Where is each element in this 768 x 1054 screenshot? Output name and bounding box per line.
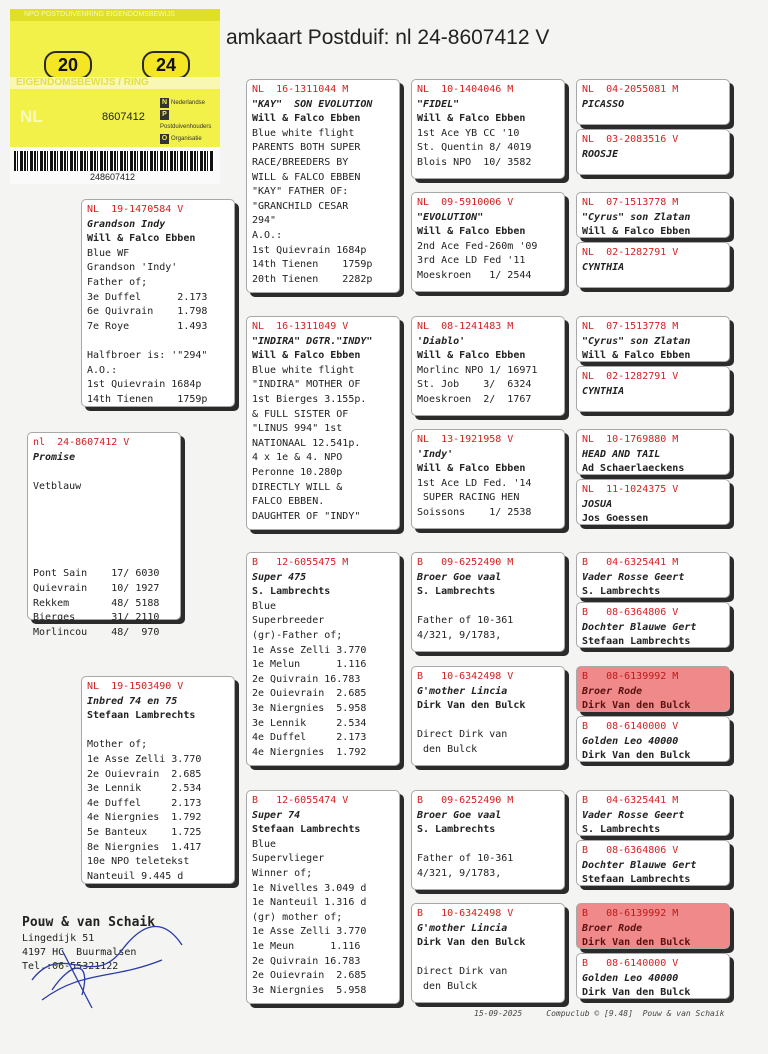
pigeon-name: Super 475: [252, 571, 307, 583]
card-line: [33, 538, 175, 553]
pedigree-card-g7: [411, 790, 565, 890]
owner-name: S. Lambrechts: [252, 586, 331, 598]
ring-number: NL 07-1513778 M: [582, 321, 679, 332]
card-line: (gr)-Father of;: [252, 629, 343, 641]
pedigree-card-ggp11: [576, 666, 730, 712]
sticker-year-left: 20: [44, 51, 92, 79]
card-line: Soissons 1/ 2538: [417, 506, 532, 518]
pedigree-card-ggp9: [576, 552, 730, 598]
ring-number: NL 09-5910006 V: [417, 197, 514, 208]
pedigree-card-ggp7: [576, 429, 730, 475]
org-letter-n: N: [161, 99, 168, 106]
card-line: Halfbroer is: '"294": [87, 349, 208, 361]
pigeon-name: CYNTHIA: [582, 385, 625, 397]
pigeon-name: "Cyrus" son Zlatan: [582, 211, 691, 223]
sticker-strip: NPO POSTDUIVENRING EIGENDOMSBEWIJS: [10, 9, 220, 21]
pedigree-card-g1: [411, 79, 565, 179]
pigeon-name: Grandson Indy: [87, 218, 166, 230]
card-line: 20th Tienen 2282p: [252, 273, 373, 285]
card-line: Blue: [252, 838, 277, 850]
sticker-year-right: 24: [142, 51, 190, 79]
ring-number: NL 19-1503490 V: [87, 681, 184, 692]
card-line: 3e Lennik 2.534: [87, 783, 202, 795]
pigeon-name: ROOSJE: [582, 148, 619, 160]
ring-number: NL 19-1470584 V: [87, 204, 184, 215]
card-line: RACE/BREEDERS BY: [252, 156, 349, 168]
sticker-band: EIGENDOMSBEWIJS / RING: [10, 77, 220, 89]
card-line: Father of 10-361: [417, 853, 514, 865]
card-line: 4e Niergnies 1.792: [252, 746, 367, 758]
owner-name: Will & Falco Ebben: [582, 226, 691, 238]
card-line: SUPER RACING HEN: [417, 492, 520, 504]
breeder-name: Pouw & van Schaik: [22, 915, 156, 930]
pedigree-card-gs1: [246, 79, 400, 293]
ring-number: B 08-6140000 V: [582, 721, 679, 732]
pedigree-card-ggp3: [576, 192, 730, 238]
breeder-postcode: 4197 HC Buurmalsen: [22, 947, 137, 958]
owner-name: Will & Falco Ebben: [582, 350, 691, 362]
card-line: 1st Bierges 3.155p.: [252, 393, 367, 405]
card-line: Vetblauw: [33, 480, 82, 492]
card-line: Blue white flight: [252, 364, 355, 376]
pigeon-name: Broer Rode: [582, 922, 643, 934]
pedigree-card-ggp8: [576, 479, 730, 525]
sticker-country: NL: [20, 107, 43, 126]
card-line: 3e Niergnies 5.958: [252, 702, 367, 714]
card-line: DAUGHTER OF "INDY": [252, 510, 361, 522]
ring-number: NL 10-1769880 M: [582, 434, 679, 445]
card-line: [87, 334, 229, 349]
card-line: 2e Ouievrain 2.685: [252, 970, 367, 982]
sticker-organisation: [160, 97, 220, 145]
pedigree-card-ggp14: [576, 840, 730, 886]
ring-number: B 10-6342498 V: [417, 908, 514, 919]
card-line: 294": [252, 215, 277, 227]
card-line: 3rd Ace LD Fed '11: [417, 255, 526, 267]
card-line: [87, 724, 229, 739]
pigeon-name: Inbred 74 en 75: [87, 695, 178, 707]
owner-name: Dirk Van den Bulck: [417, 700, 526, 712]
card-line: 1st Ace YB CC '10: [417, 127, 520, 139]
ring-number: B 09-6252490 M: [417, 557, 514, 568]
card-line: 5e Banteux 1.725: [87, 826, 202, 838]
card-line: 3e Niergnies 5.958: [252, 984, 367, 996]
owner-name: Stefaan Lambrechts: [87, 710, 196, 722]
ring-number: NL 16-1311049 V: [252, 321, 349, 332]
ring-number: B 09-6252490 M: [417, 795, 514, 806]
pigeon-name: Super 74: [252, 809, 301, 821]
pigeon-name: "EVOLUTION": [417, 211, 484, 223]
card-line: 14th Tienen 1759p: [87, 393, 208, 405]
pedigree-card-gs2: [246, 552, 400, 766]
card-line: 7e Roye 1.493: [87, 320, 208, 332]
card-line: [417, 951, 559, 966]
pigeon-name: 'Indy': [417, 448, 454, 460]
ring-sticker: [10, 9, 220, 184]
card-line: 2nd Ace Fed-260m '09: [417, 240, 538, 252]
card-line: 4/321, 9/1783,: [417, 629, 502, 641]
card-line: 4e Niergnies 1.792: [87, 812, 202, 824]
card-line: 1e Asse Zelli 3.770: [252, 644, 367, 656]
owner-name: Will & Falco Ebben: [87, 233, 196, 245]
card-line: Grandson 'Indy': [87, 262, 178, 274]
pigeon-name: "FIDEL": [417, 98, 460, 110]
card-line: den Bulck: [417, 980, 478, 992]
owner-name: Stefaan Lambrechts: [582, 636, 691, 648]
ring-number: B 08-6364806 V: [582, 607, 679, 618]
owner-name: Ad Schaerlaeckens: [582, 463, 685, 475]
card-line: Father of;: [87, 276, 148, 288]
ring-number: NL 16-1311044 M: [252, 84, 349, 95]
ring-number: NL 11-1024375 V: [582, 484, 679, 495]
card-line: St. Quentin 8/ 4019: [417, 142, 532, 154]
ring-number: B 08-6364806 V: [582, 845, 679, 856]
barcode: [14, 151, 214, 171]
owner-name: Dirk Van den Bulck: [582, 937, 691, 949]
org-line: Postduivenhouders: [160, 124, 212, 130]
card-line: & FULL SISTER OF: [252, 408, 349, 420]
pigeon-name: JOSUA: [582, 498, 613, 510]
card-line: 1st Quievrain 1684p: [87, 379, 202, 391]
owner-name: Stefaan Lambrechts: [582, 874, 691, 886]
card-line: 10e NPO teletekst: [87, 856, 190, 868]
ring-number: B 12-6055474 V: [252, 795, 349, 806]
sticker-ring-number: 8607412: [102, 111, 145, 123]
card-line: 1e Nanteuil 1.316 d: [252, 897, 367, 909]
pedigree-card-g4: [411, 429, 565, 529]
card-line: Quievrain 10/ 1927: [33, 582, 160, 594]
card-line: Father of 10-361: [417, 615, 514, 627]
card-line: "KAY" FATHER OF:: [252, 186, 349, 198]
card-line: 3e Lennik 2.534: [252, 717, 367, 729]
pigeon-name: "INDIRA" DGTR."INDY": [252, 335, 373, 347]
barcode-number: 248607412: [90, 172, 136, 182]
org-letter-p: P: [160, 110, 169, 120]
owner-name: Will & Falco Ebben: [417, 226, 526, 238]
pedigree-card-ggp15: [576, 903, 730, 949]
card-line: Blue white flight: [252, 127, 355, 139]
pigeon-name: CYNTHIA: [582, 261, 625, 273]
owner-name: Will & Falco Ebben: [417, 350, 526, 362]
card-line: 2e Ouievrain 2.685: [252, 688, 367, 700]
card-line: [33, 465, 175, 480]
card-line: 1e Asse Zelli 3.770: [252, 926, 367, 938]
card-line: 8e Niergnies 1.417: [87, 841, 202, 853]
card-line: Blois NPO 10/ 3582: [417, 156, 532, 168]
pedigree-card-ggp2: [576, 129, 730, 175]
card-line: Direct Dirk van: [417, 966, 508, 978]
card-line: 1st Quievrain 1684p: [252, 244, 367, 256]
org-letter-o: O: [161, 135, 168, 142]
card-line: Supervlieger: [252, 853, 325, 865]
org-line: Organisatie: [171, 136, 202, 142]
card-line: 6e Quivrain 1.798: [87, 306, 208, 318]
org-line: Nederlandse: [171, 100, 206, 106]
card-line: WILL & FALCO EBBEN: [252, 171, 361, 183]
pigeon-name: G'mother Lincia: [417, 685, 508, 697]
pigeon-name: Broer Rode: [582, 685, 643, 697]
ring-number: B 04-6325441 M: [582, 557, 679, 568]
pedigree-card-g3: [411, 316, 565, 416]
pedigree-card-gd1: [246, 316, 400, 530]
card-line: St. Job 3/ 6324: [417, 379, 532, 391]
owner-name: Dirk Van den Bulck: [582, 700, 691, 712]
card-line: 1e Melun 1.116: [252, 659, 367, 671]
card-line: 1e Asse Zelli 3.770: [87, 753, 202, 765]
card-line: 1st Ace LD Fed. '14: [417, 477, 532, 489]
card-line: Bierges 31/ 2110: [33, 612, 160, 624]
footer-line: 15-09-2025 Compuclub © [9.48] Pouw & van Schaik: [474, 1009, 725, 1018]
pigeon-name: Vader Rosse Geert: [582, 809, 685, 821]
pigeon-name: Vader Rosse Geert: [582, 571, 685, 583]
card-line: 2e Quivrain 16.783: [252, 673, 361, 685]
card-line: 4/321, 9/1783,: [417, 867, 502, 879]
owner-name: Jos Goessen: [582, 513, 649, 525]
card-line: "GRANCHILD CESAR: [252, 200, 349, 212]
owner-name: S. Lambrechts: [582, 824, 661, 836]
card-line: Moeskroen 1/ 2544: [417, 269, 532, 281]
owner-name: Dirk Van den Bulck: [582, 987, 691, 999]
card-line: [417, 600, 559, 615]
card-line: Morlincou 48/ 970: [33, 626, 160, 638]
card-line: NATIONAAL 12.541p.: [252, 437, 361, 449]
pedigree-card-g2: [411, 192, 565, 292]
owner-name: Will & Falco Ebben: [417, 463, 526, 475]
pigeon-name: Broer Goe vaal: [417, 809, 502, 821]
ring-number: B 08-6140000 V: [582, 958, 679, 969]
ring-number: NL 02-1282791 V: [582, 371, 679, 382]
card-line: Rekkem 48/ 5188: [33, 597, 160, 609]
owner-name: Will & Falco Ebben: [252, 350, 361, 362]
ring-number: B 04-6325441 M: [582, 795, 679, 806]
pedigree-card-ggp16: [576, 953, 730, 999]
card-line: 1e Nivelles 3.049 d: [252, 882, 367, 894]
ring-number: B 08-6139992 M: [582, 671, 679, 682]
ring-number: NL 04-2055081 M: [582, 84, 679, 95]
ring-number: NL 07-1513778 M: [582, 197, 679, 208]
pedigree-card-ggp5: [576, 316, 730, 362]
card-line: (gr) mother of;: [252, 911, 343, 923]
pedigree-card-g5: [411, 552, 565, 652]
handwritten-signature: [22, 920, 192, 1010]
card-line: 4 x 1e & 4. NPO: [252, 452, 343, 464]
card-line: A.O.:: [87, 364, 118, 376]
ring-number: NL 08-1241483 M: [417, 321, 514, 332]
pedigree-card-ggp10: [576, 602, 730, 648]
card-line: Nanteuil 9.445 d: [87, 870, 184, 882]
pigeon-name: Dochter Blauwe Gert: [582, 621, 697, 633]
owner-name: S. Lambrechts: [417, 824, 496, 836]
card-line: Direct Dirk van: [417, 729, 508, 741]
owner-name: Stefaan Lambrechts: [252, 824, 361, 836]
pedigree-card-dam: [81, 676, 235, 884]
owner-name: Will & Falco Ebben: [252, 113, 361, 125]
card-line: Moeskroen 2/ 1767: [417, 393, 532, 405]
card-line: Peronne 10.280p: [252, 466, 343, 478]
card-line: 4e Duffel 2.173: [87, 797, 202, 809]
pigeon-name: G'mother Lincia: [417, 922, 508, 934]
pedigree-card-ggp12: [576, 716, 730, 762]
page-title: amkaart Postduif: nl 24-8607412 V: [226, 26, 550, 49]
card-line: den Bulck: [417, 743, 478, 755]
pigeon-name: 'Diablo': [417, 335, 466, 347]
card-line: Winner of;: [252, 867, 313, 879]
card-line: Morlinc NPO 1/ 16971: [417, 364, 538, 376]
card-line: Blue: [252, 600, 277, 612]
ring-number: NL 03-2083516 V: [582, 134, 679, 145]
card-line: 1e Meun 1.116: [252, 940, 361, 952]
card-line: 14th Tienen 1759p: [252, 259, 373, 271]
card-line: "INDIRA" MOTHER OF: [252, 379, 361, 391]
owner-name: S. Lambrechts: [582, 586, 661, 598]
card-line: [33, 553, 175, 568]
card-line: FALCO EBBEN.: [252, 496, 325, 508]
pedigree-card-subject: [27, 432, 181, 638]
ring-number: B 08-6139992 M: [582, 908, 679, 919]
owner-name: S. Lambrechts: [417, 586, 496, 598]
pedigree-card-ggp6: [576, 366, 730, 412]
pedigree-card-ggp4: [576, 242, 730, 288]
card-line: A.O.:: [252, 229, 283, 241]
owner-name: Dirk Van den Bulck: [582, 750, 691, 762]
pigeon-name: Dochter Blauwe Gert: [582, 859, 697, 871]
card-line: Superbreeder: [252, 615, 325, 627]
owner-name: Dirk Van den Bulck: [417, 937, 526, 949]
ring-number: NL 10-1404046 M: [417, 84, 514, 95]
card-line: Pont Sain 17/ 6030: [33, 568, 160, 580]
ring-number: B 12-6055475 M: [252, 557, 349, 568]
card-line: [33, 509, 175, 524]
card-line: 4e Duffel 2.173: [252, 732, 367, 744]
card-line: [33, 524, 175, 539]
ring-number: NL 13-1921958 V: [417, 434, 514, 445]
pigeon-name: HEAD AND TAIL: [582, 448, 661, 460]
pigeon-name: Golden Leo 40000: [582, 735, 679, 747]
card-line: [417, 838, 559, 853]
card-line: 2e Ouievrain 2.685: [87, 768, 202, 780]
owner-name: Will & Falco Ebben: [417, 113, 526, 125]
ring-number: nl 24-8607412 V: [33, 437, 130, 448]
pedigree-card-g6: [411, 666, 565, 766]
breeder-address: Lingedijk 51: [22, 933, 95, 944]
breeder-phone: Tel.:06-55321122: [22, 961, 119, 972]
ring-number: NL 02-1282791 V: [582, 247, 679, 258]
pedigree-card-gd2: [246, 790, 400, 1004]
ring-number: B 10-6342498 V: [417, 671, 514, 682]
pedigree-card-sire: [81, 199, 235, 407]
pedigree-card-g8: [411, 903, 565, 1003]
pigeon-name: "KAY" SON EVOLUTION: [252, 98, 373, 110]
pigeon-name: Golden Leo 40000: [582, 972, 679, 984]
card-line: Mother of;: [87, 739, 148, 751]
pedigree-card-ggp1: [576, 79, 730, 125]
card-line: Blue WF: [87, 247, 130, 259]
card-line: 3e Duffel 2.173: [87, 291, 208, 303]
pigeon-name: PICASSO: [582, 98, 625, 110]
pigeon-name: "Cyrus" son Zlatan: [582, 335, 691, 347]
card-line: [417, 714, 559, 729]
card-line: [33, 494, 175, 509]
card-line: PARENTS BOTH SUPER: [252, 142, 361, 154]
card-line: DIRECTLY WILL &: [252, 481, 343, 493]
card-line: 2e Quivrain 16.783: [252, 955, 361, 967]
pigeon-name: Broer Goe vaal: [417, 571, 502, 583]
card-line: "LINUS 994" 1st: [252, 423, 343, 435]
pigeon-name: Promise: [33, 451, 76, 463]
pedigree-card-ggp13: [576, 790, 730, 836]
